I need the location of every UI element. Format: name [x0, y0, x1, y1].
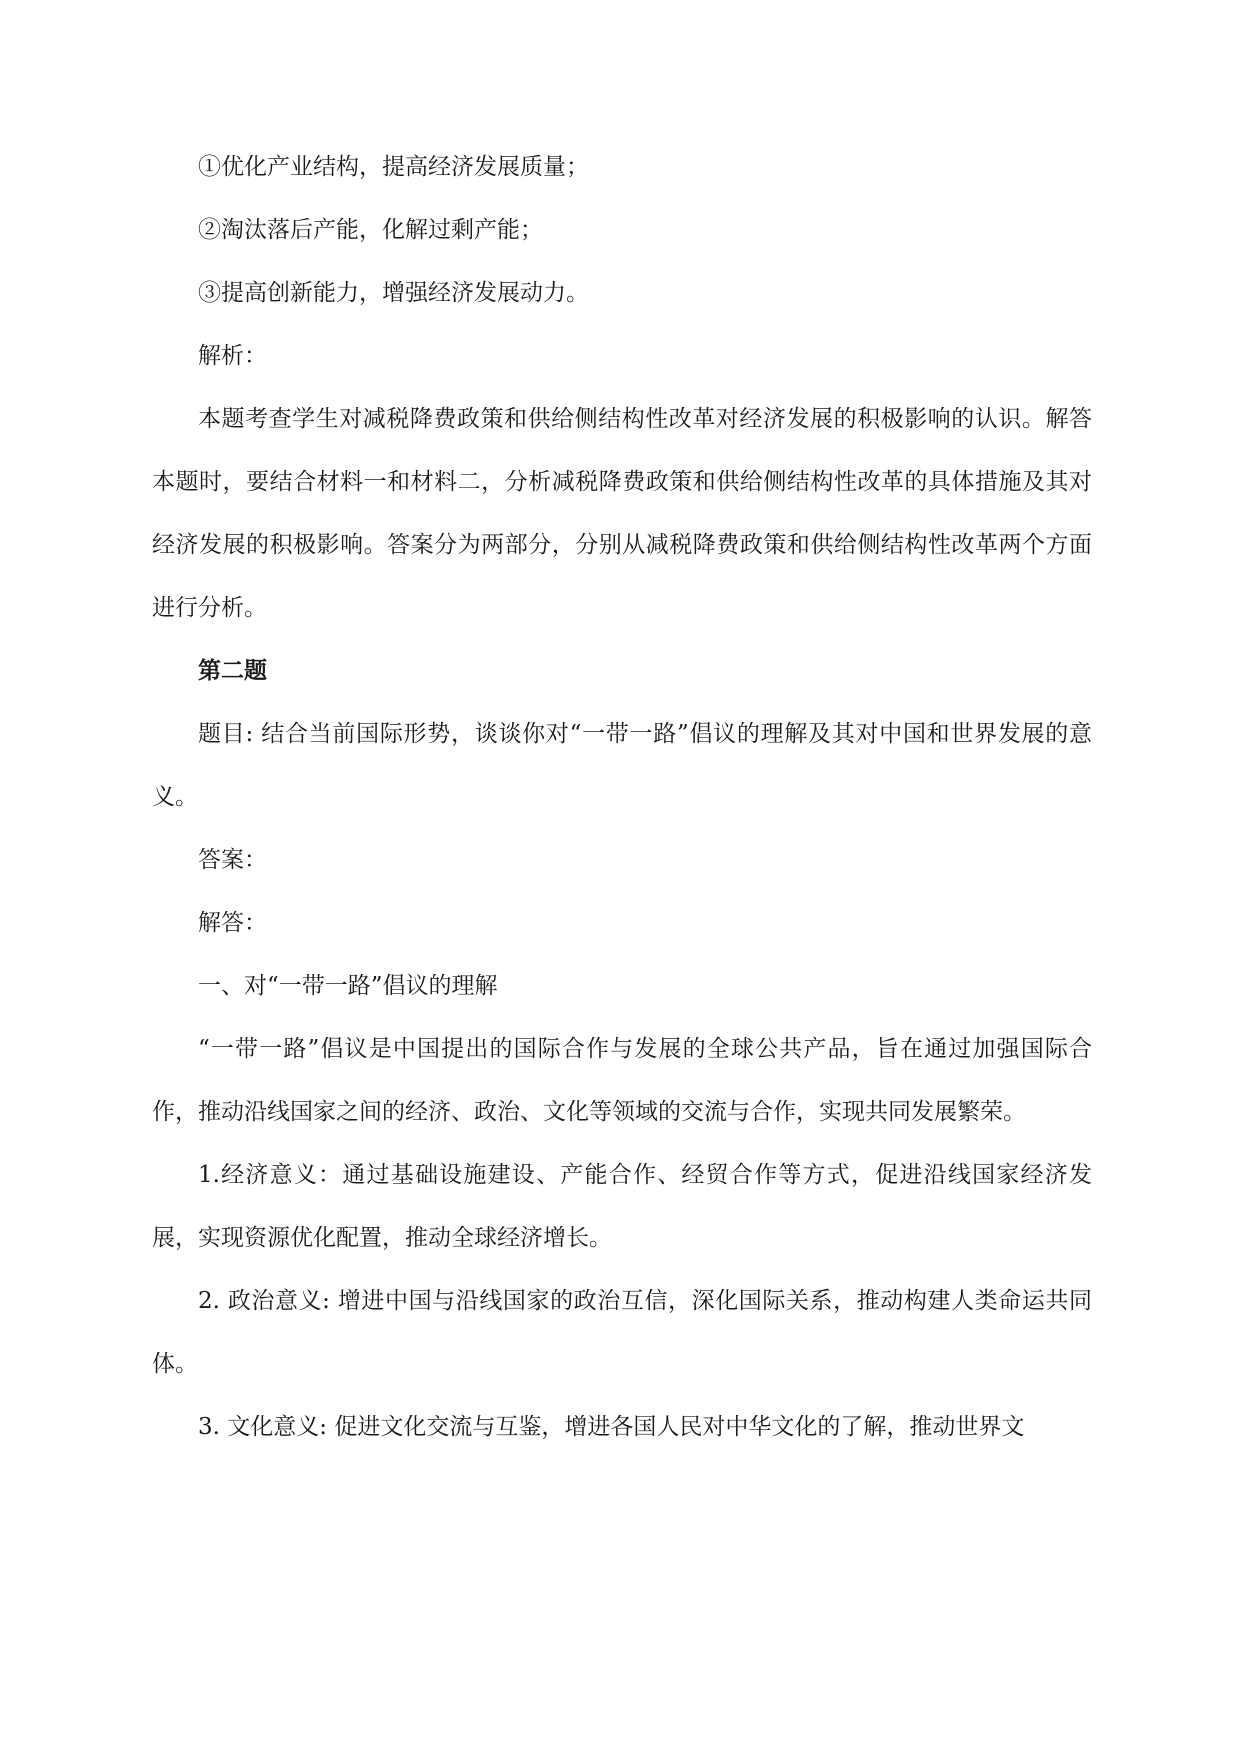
- solution-label: 解答：: [198, 910, 267, 936]
- answer-item-2: ②淘汰落后产能，化解过剩产能；: [198, 217, 543, 243]
- question-heading: 第二题: [198, 658, 267, 684]
- solution-subheading: 一、对“一带一路”倡议的理解: [198, 973, 498, 999]
- analysis-text: 本题考查学生对减税降费政策和供给侧结构性改革对经济发展的积极影响的认识。解答本题时，要结合材料一和材料二，分析减税降费政策和供给侧结构性改革的具体措施及其对经济发展的积极影响。答案分为两部分，分别从减税降费政策和供给侧结构性改革两个方面进行分析。: [152, 406, 1092, 621]
- document-body: [152, 136, 1092, 1459]
- point-cultural: 3. 文化意义: 促进文化交流与互鉴，增进各国人民对中华文化的了解，推动世界文: [198, 1414, 1025, 1440]
- solution-intro: “一带一路”倡议是中国提出的国际合作与发展的全球公共产品，旨在通过加强国际合作，推动沿线国家之间的经济、政治、文化等领域的交流与合作，实现共同发展繁荣。: [152, 1036, 1092, 1125]
- answer-item-3: ③提高创新能力，增强经济发展动力。: [198, 280, 589, 306]
- answer-item-1: ①优化产业结构，提高经济发展质量；: [198, 154, 589, 180]
- analysis-label: 解析：: [198, 343, 267, 369]
- point-economic: 1.经济意义：通过基础设施建设、产能合作、经贸合作等方式，促进沿线国家经济发展，实现资源优化配置，推动全球经济增长。: [152, 1162, 1092, 1251]
- point-political: 2. 政治意义: 增进中国与沿线国家的政治互信，深化国际关系，推动构建人类命运共同体。: [152, 1288, 1092, 1377]
- answer-label: 答案：: [198, 847, 267, 873]
- question-text: 题目: 结合当前国际形势，谈谈你对“一带一路”倡议的理解及其对中国和世界发展的意义。: [152, 721, 1092, 810]
